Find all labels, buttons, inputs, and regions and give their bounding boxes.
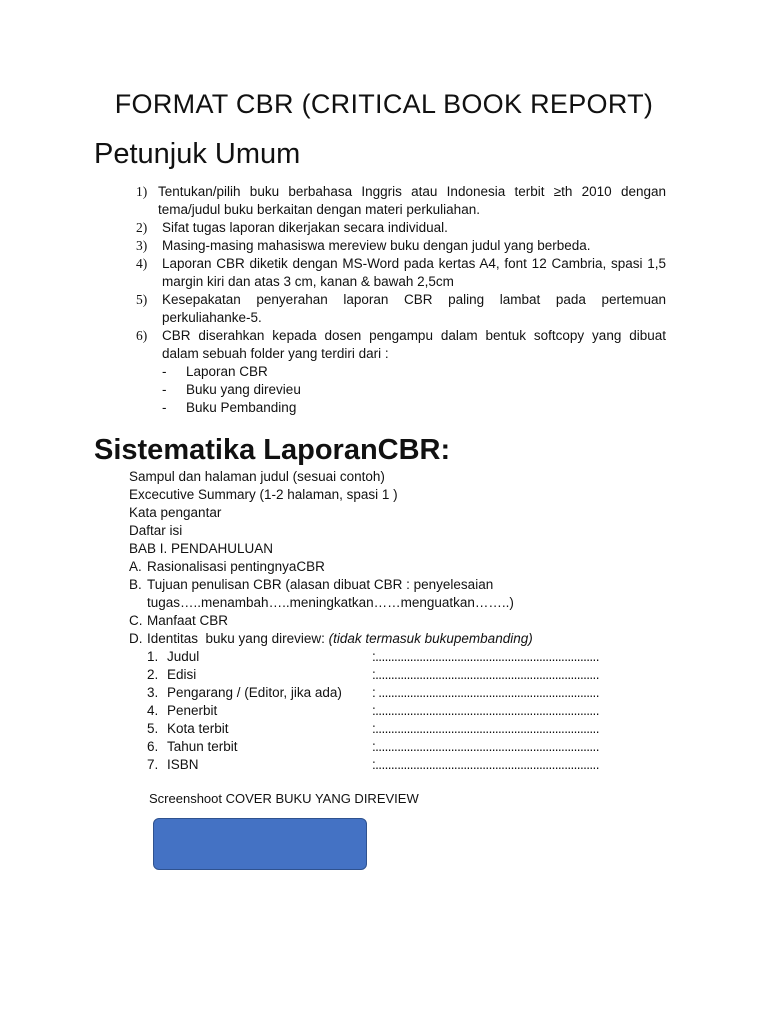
sub-item-text: Buku yang direvieu xyxy=(186,382,301,397)
sistematika-heading: Sistematika LaporanCBR: xyxy=(94,434,451,466)
identitas-row xyxy=(0,756,768,774)
outline-subsection xyxy=(129,630,689,648)
row-fill-line: :....................................................................... xyxy=(372,667,599,682)
sub-list-item xyxy=(0,399,768,417)
row-label: Tahun terbit xyxy=(167,739,238,754)
list-item xyxy=(0,291,666,327)
list-item xyxy=(0,183,666,219)
subsection-letter: C. xyxy=(129,613,143,628)
identitas-row xyxy=(0,702,768,720)
row-label: Pengarang / (Editor, jika ada) xyxy=(167,685,342,700)
row-number: 2. xyxy=(147,667,159,682)
sub-list-item xyxy=(0,363,768,381)
identitas-row xyxy=(0,684,768,702)
list-item xyxy=(0,237,666,255)
row-fill-line: :....................................................................... xyxy=(372,739,599,754)
subsection-letter: B. xyxy=(129,577,142,592)
row-label: ISBN xyxy=(167,757,199,772)
list-item xyxy=(0,219,666,237)
sub-list-item xyxy=(0,381,768,399)
item-text: Sifat tugas laporan dikerjakan secara individual. xyxy=(162,220,448,235)
item-text: Kesepakatan penyerahan laporan CBR paling lambat pada pertemuan perkuliahanke-5. xyxy=(162,292,666,325)
row-fill-line: :....................................................................... xyxy=(372,649,599,664)
list-item xyxy=(0,327,666,363)
subsection-letter: D. xyxy=(129,631,143,646)
row-label: Judul xyxy=(167,649,200,664)
item-number: 4) xyxy=(136,256,148,271)
row-number: 7. xyxy=(147,757,159,772)
sub-item-text: Buku Pembanding xyxy=(186,400,297,415)
row-number: 6. xyxy=(147,739,159,754)
item-text: CBR diserahkan kepada dosen pengampu dalam bentuk softcopy yang dibuat dalam sebuah folder yang terdiri dari : xyxy=(162,328,666,361)
item-text: Masing-masing mahasiswa mereview buku dengan judul yang berbeda. xyxy=(162,238,591,253)
outline-line: Excecutive Summary (1-2 halaman, spasi 1 ) xyxy=(129,487,398,502)
row-fill-line: :....................................................................... xyxy=(372,703,599,718)
item-number: 2) xyxy=(136,220,148,235)
identitas-list xyxy=(0,648,768,774)
outline-subsection xyxy=(129,612,689,630)
subsection-text: Rasionalisasi pentingnyaCBR xyxy=(147,559,325,574)
petunjuk-list xyxy=(0,183,768,417)
identitas-row xyxy=(0,648,768,666)
identitas-row xyxy=(0,666,768,684)
outline-line: Daftar isi xyxy=(129,523,183,538)
item-number: 3) xyxy=(136,238,148,253)
document-title: FORMAT CBR (CRITICAL BOOK REPORT) xyxy=(114,89,654,119)
cover-placeholder xyxy=(153,818,367,870)
row-fill-line: : ...................................................................... xyxy=(372,685,599,700)
bullet-dash: - xyxy=(162,382,167,397)
item-number: 5) xyxy=(136,292,148,307)
identitas-row xyxy=(0,720,768,738)
row-number: 5. xyxy=(147,721,159,736)
subsection-text: Identitas buku yang direview: xyxy=(147,631,329,646)
outline-line: Kata pengantar xyxy=(129,505,222,520)
list-item xyxy=(0,255,666,291)
subsection-text: Manfaat CBR xyxy=(147,613,229,628)
item-text: Tentukan/pilih buku berbahasa Inggris atau Indonesia terbit ≥th 2010 dengan tema/judul buku berkaitan dengan materi perkuliahan. xyxy=(158,184,666,217)
row-number: 4. xyxy=(147,703,159,718)
sistematika-outline xyxy=(129,468,689,648)
screenshot-caption: Screenshoot COVER BUKU YANG DIREVIEW xyxy=(149,791,419,806)
row-fill-line: :....................................................................... xyxy=(372,757,599,772)
subsection-text: Tujuan penulisan CBR (alasan dibuat CBR : penyelesaian tugas…..menambah…..meningkatkan……menguatkan……..) xyxy=(147,577,514,610)
row-number: 3. xyxy=(147,685,159,700)
sub-item-text: Laporan CBR xyxy=(186,364,268,379)
item-number: 1) xyxy=(136,184,148,199)
bullet-dash: - xyxy=(162,364,167,379)
row-label: Edisi xyxy=(167,667,197,682)
outline-subsection xyxy=(129,558,689,576)
bullet-dash: - xyxy=(162,400,167,415)
row-number: 1. xyxy=(147,649,159,664)
outline-line: BAB I. PENDAHULUAN xyxy=(129,541,274,556)
identitas-row xyxy=(0,738,768,756)
item-number: 6) xyxy=(136,328,148,343)
item-text: Laporan CBR diketik dengan MS-Word pada kertas A4, font 12 Cambria, spasi 1,5 margin kiri dan atas 3 cm, kanan & bawah 2,5cm xyxy=(162,256,666,289)
row-fill-line: :....................................................................... xyxy=(372,721,599,736)
subsection-note: (tidak termasuk bukupembanding) xyxy=(328,631,533,646)
petunjuk-heading: Petunjuk Umum xyxy=(94,138,301,170)
row-label: Penerbit xyxy=(167,703,218,718)
outline-line: Sampul dan halaman judul (sesuai contoh) xyxy=(129,469,385,484)
row-label: Kota terbit xyxy=(167,721,229,736)
subsection-letter: A. xyxy=(129,559,142,574)
outline-subsection xyxy=(129,576,527,612)
